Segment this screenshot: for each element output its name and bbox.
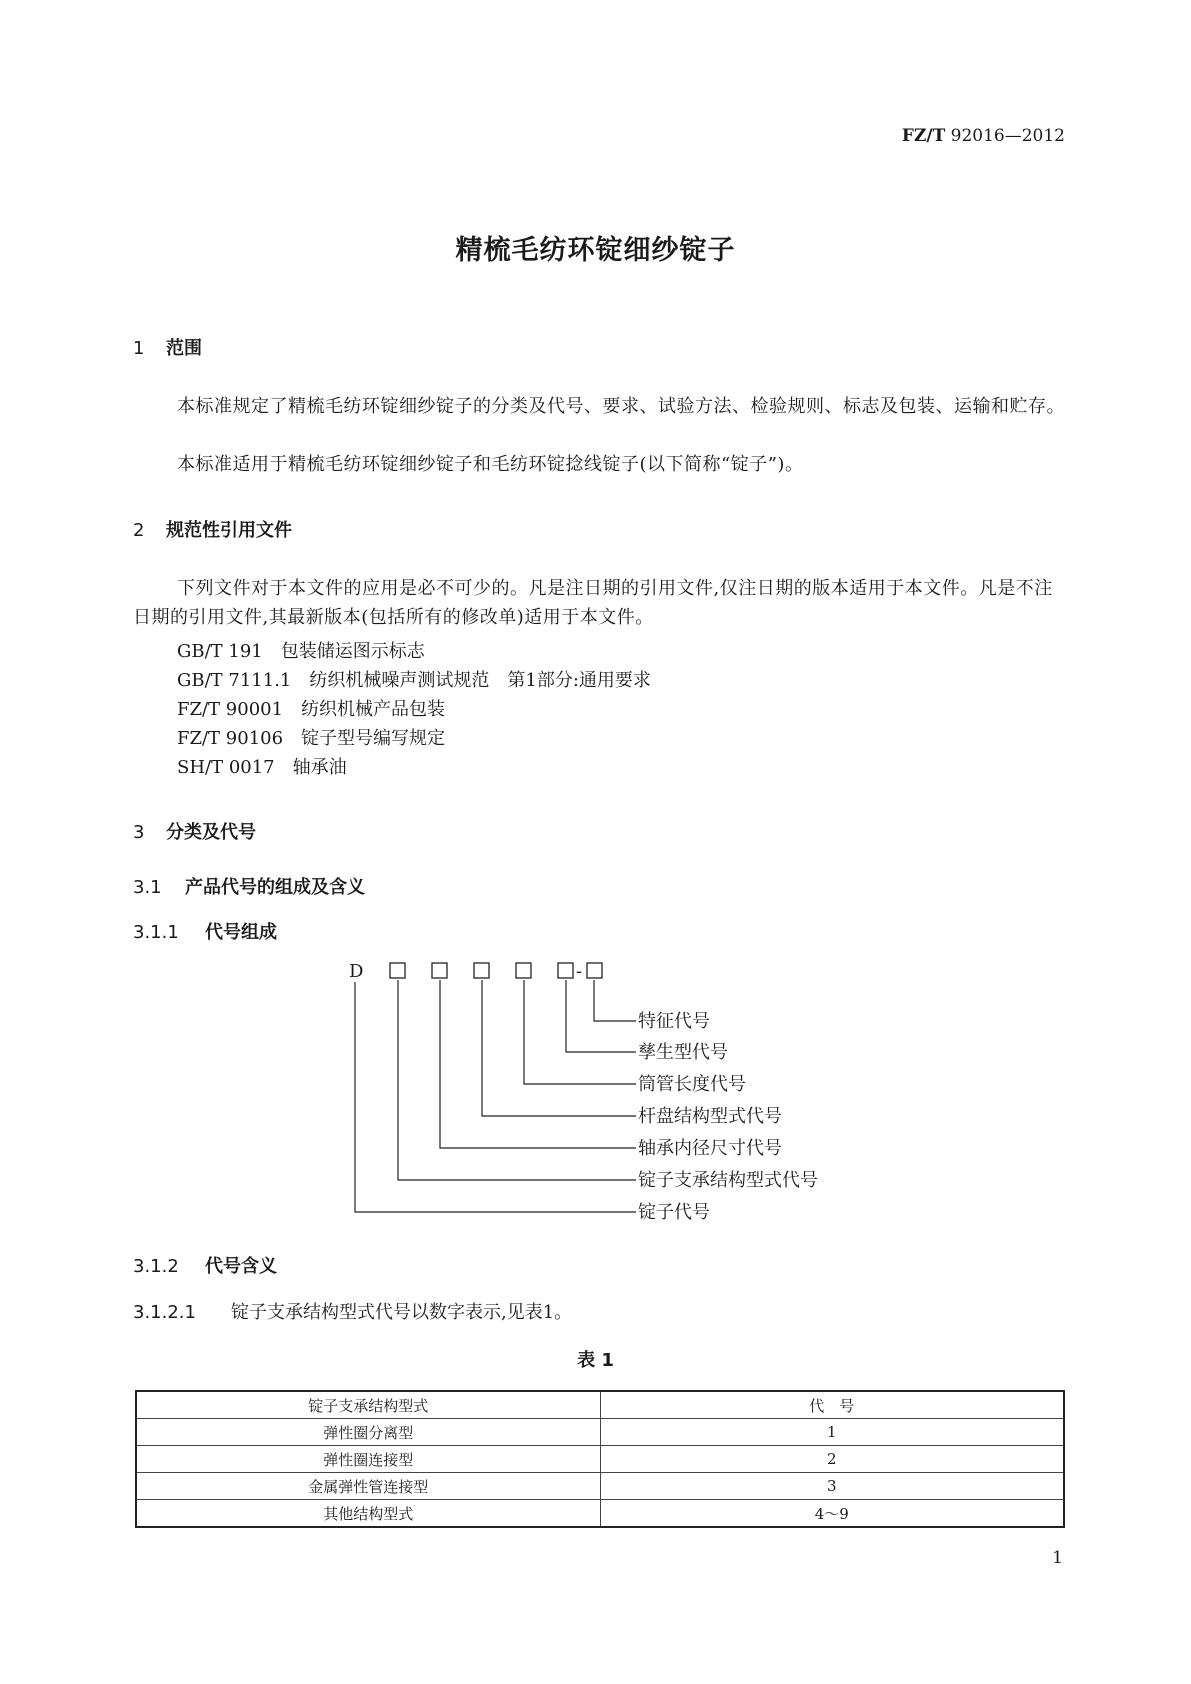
code-box-6 <box>587 963 602 978</box>
reference-title: 包装储运图示标志 <box>280 641 425 662</box>
table-cell: 2 <box>600 1446 1064 1473</box>
section-title: 代号含义 <box>205 1256 277 1277</box>
section-number: 2 <box>133 520 145 541</box>
standard-code-number: 92016—2012 <box>945 126 1065 146</box>
section-1-paragraph-2: 本标准适用于精梳毛纺环锭细纱锭子和毛纺环锭捻线锭子(以下简称“锭子”)。 <box>177 454 804 475</box>
diagram-prefix-d: D <box>349 961 364 982</box>
section-2-paragraph-1: 下列文件对于本文件的应用是必不可少的。凡是注日期的引用文件,仅注日期的版本适用于本文件。凡是不注日期的引用文件,其最新版本(包括所有的修改单)适用于本文件。 <box>133 578 1053 628</box>
page-number: 1 <box>1052 1548 1063 1568</box>
section-number: 3.1.2.1 <box>133 1302 196 1323</box>
reference-title: 锭子型号编写规定 <box>301 728 446 749</box>
standard-code-prefix: FZ/T <box>901 126 946 146</box>
reference-title: 轴承油 <box>292 757 347 778</box>
diagram-label-feature-code: 特征代号 <box>638 1011 710 1032</box>
section-title: 产品代号的组成及含义 <box>185 877 365 898</box>
table-cell: 其他结构型式 <box>136 1500 600 1528</box>
section-3-1-2-heading <box>133 1252 277 1278</box>
reference-code: GB/T 191 <box>177 641 263 662</box>
table-header-cell: 代 号 <box>600 1391 1064 1419</box>
table-row <box>136 1500 1064 1528</box>
section-1-paragraph-1: 本标准规定了精梳毛纺环锭细纱锭子的分类及代号、要求、试验方法、检验规则、标志及包装、运输和贮存。 <box>177 396 1065 417</box>
code-box-3 <box>474 963 489 978</box>
table-row <box>136 1473 1064 1500</box>
table-1-caption: 表 1 <box>577 1350 614 1371</box>
diagram-label-bearing-diameter-code: 轴承内径尺寸代号 <box>638 1138 782 1159</box>
reference-code: FZ/T 90106 <box>177 728 284 749</box>
table-row <box>136 1446 1064 1473</box>
table-cell: 4～9 <box>600 1500 1064 1528</box>
table-row <box>136 1419 1064 1446</box>
diagram-leader-lines <box>355 980 636 1212</box>
diagram-label-support-structure-code: 锭子支承结构型式代号 <box>638 1170 818 1191</box>
section-3-1-2-1-text <box>133 1298 572 1324</box>
diagram-label-twin-type-code: 孳生型代号 <box>638 1042 728 1063</box>
table-cell: 1 <box>600 1419 1064 1446</box>
section-title: 分类及代号 <box>166 822 256 843</box>
reference-title: 纺织机械噪声测试规范 第1部分:通用要求 <box>309 670 651 691</box>
table-header-cell: 锭子支承结构型式 <box>136 1391 600 1419</box>
code-box-2 <box>432 963 447 978</box>
diagram-label-spindle-code: 锭子代号 <box>638 1202 710 1223</box>
section-title: 范围 <box>166 338 202 359</box>
section-number: 3.1.2 <box>133 1256 179 1277</box>
section-title: 代号组成 <box>205 922 277 943</box>
table-cell: 3 <box>600 1473 1064 1500</box>
section-title: 规范性引用文件 <box>166 520 292 541</box>
section-number: 3 <box>133 822 145 843</box>
diagram-label-whorl-structure-code: 杆盘结构型式代号 <box>638 1106 782 1127</box>
section-number: 3.1 <box>133 877 162 898</box>
section-number: 3.1.1 <box>133 922 179 943</box>
table-cell: 金属弹性管连接型 <box>136 1473 600 1500</box>
code-box-4 <box>516 963 531 978</box>
table-cell: 弹性圈连接型 <box>136 1446 600 1473</box>
code-box-1 <box>390 963 405 978</box>
table-header-row <box>136 1391 1064 1419</box>
diagram-dash: - <box>576 961 583 982</box>
code-box-5 <box>558 963 573 978</box>
reference-title: 纺织机械产品包装 <box>301 699 446 720</box>
reference-code: FZ/T 90001 <box>177 699 284 720</box>
page-title: 精梳毛纺环锭细纱锭子 <box>455 235 736 266</box>
table-1 <box>135 1390 1065 1528</box>
reference-code: SH/T 0017 <box>177 757 275 778</box>
reference-code: GB/T 7111.1 <box>177 670 292 691</box>
clause-text: 锭子支承结构型式代号以数字表示,见表1。 <box>231 1302 573 1323</box>
section-number: 1 <box>133 338 145 359</box>
diagram-label-bobbin-length-code: 筒管长度代号 <box>638 1074 746 1095</box>
table-cell: 弹性圈分离型 <box>136 1419 600 1446</box>
